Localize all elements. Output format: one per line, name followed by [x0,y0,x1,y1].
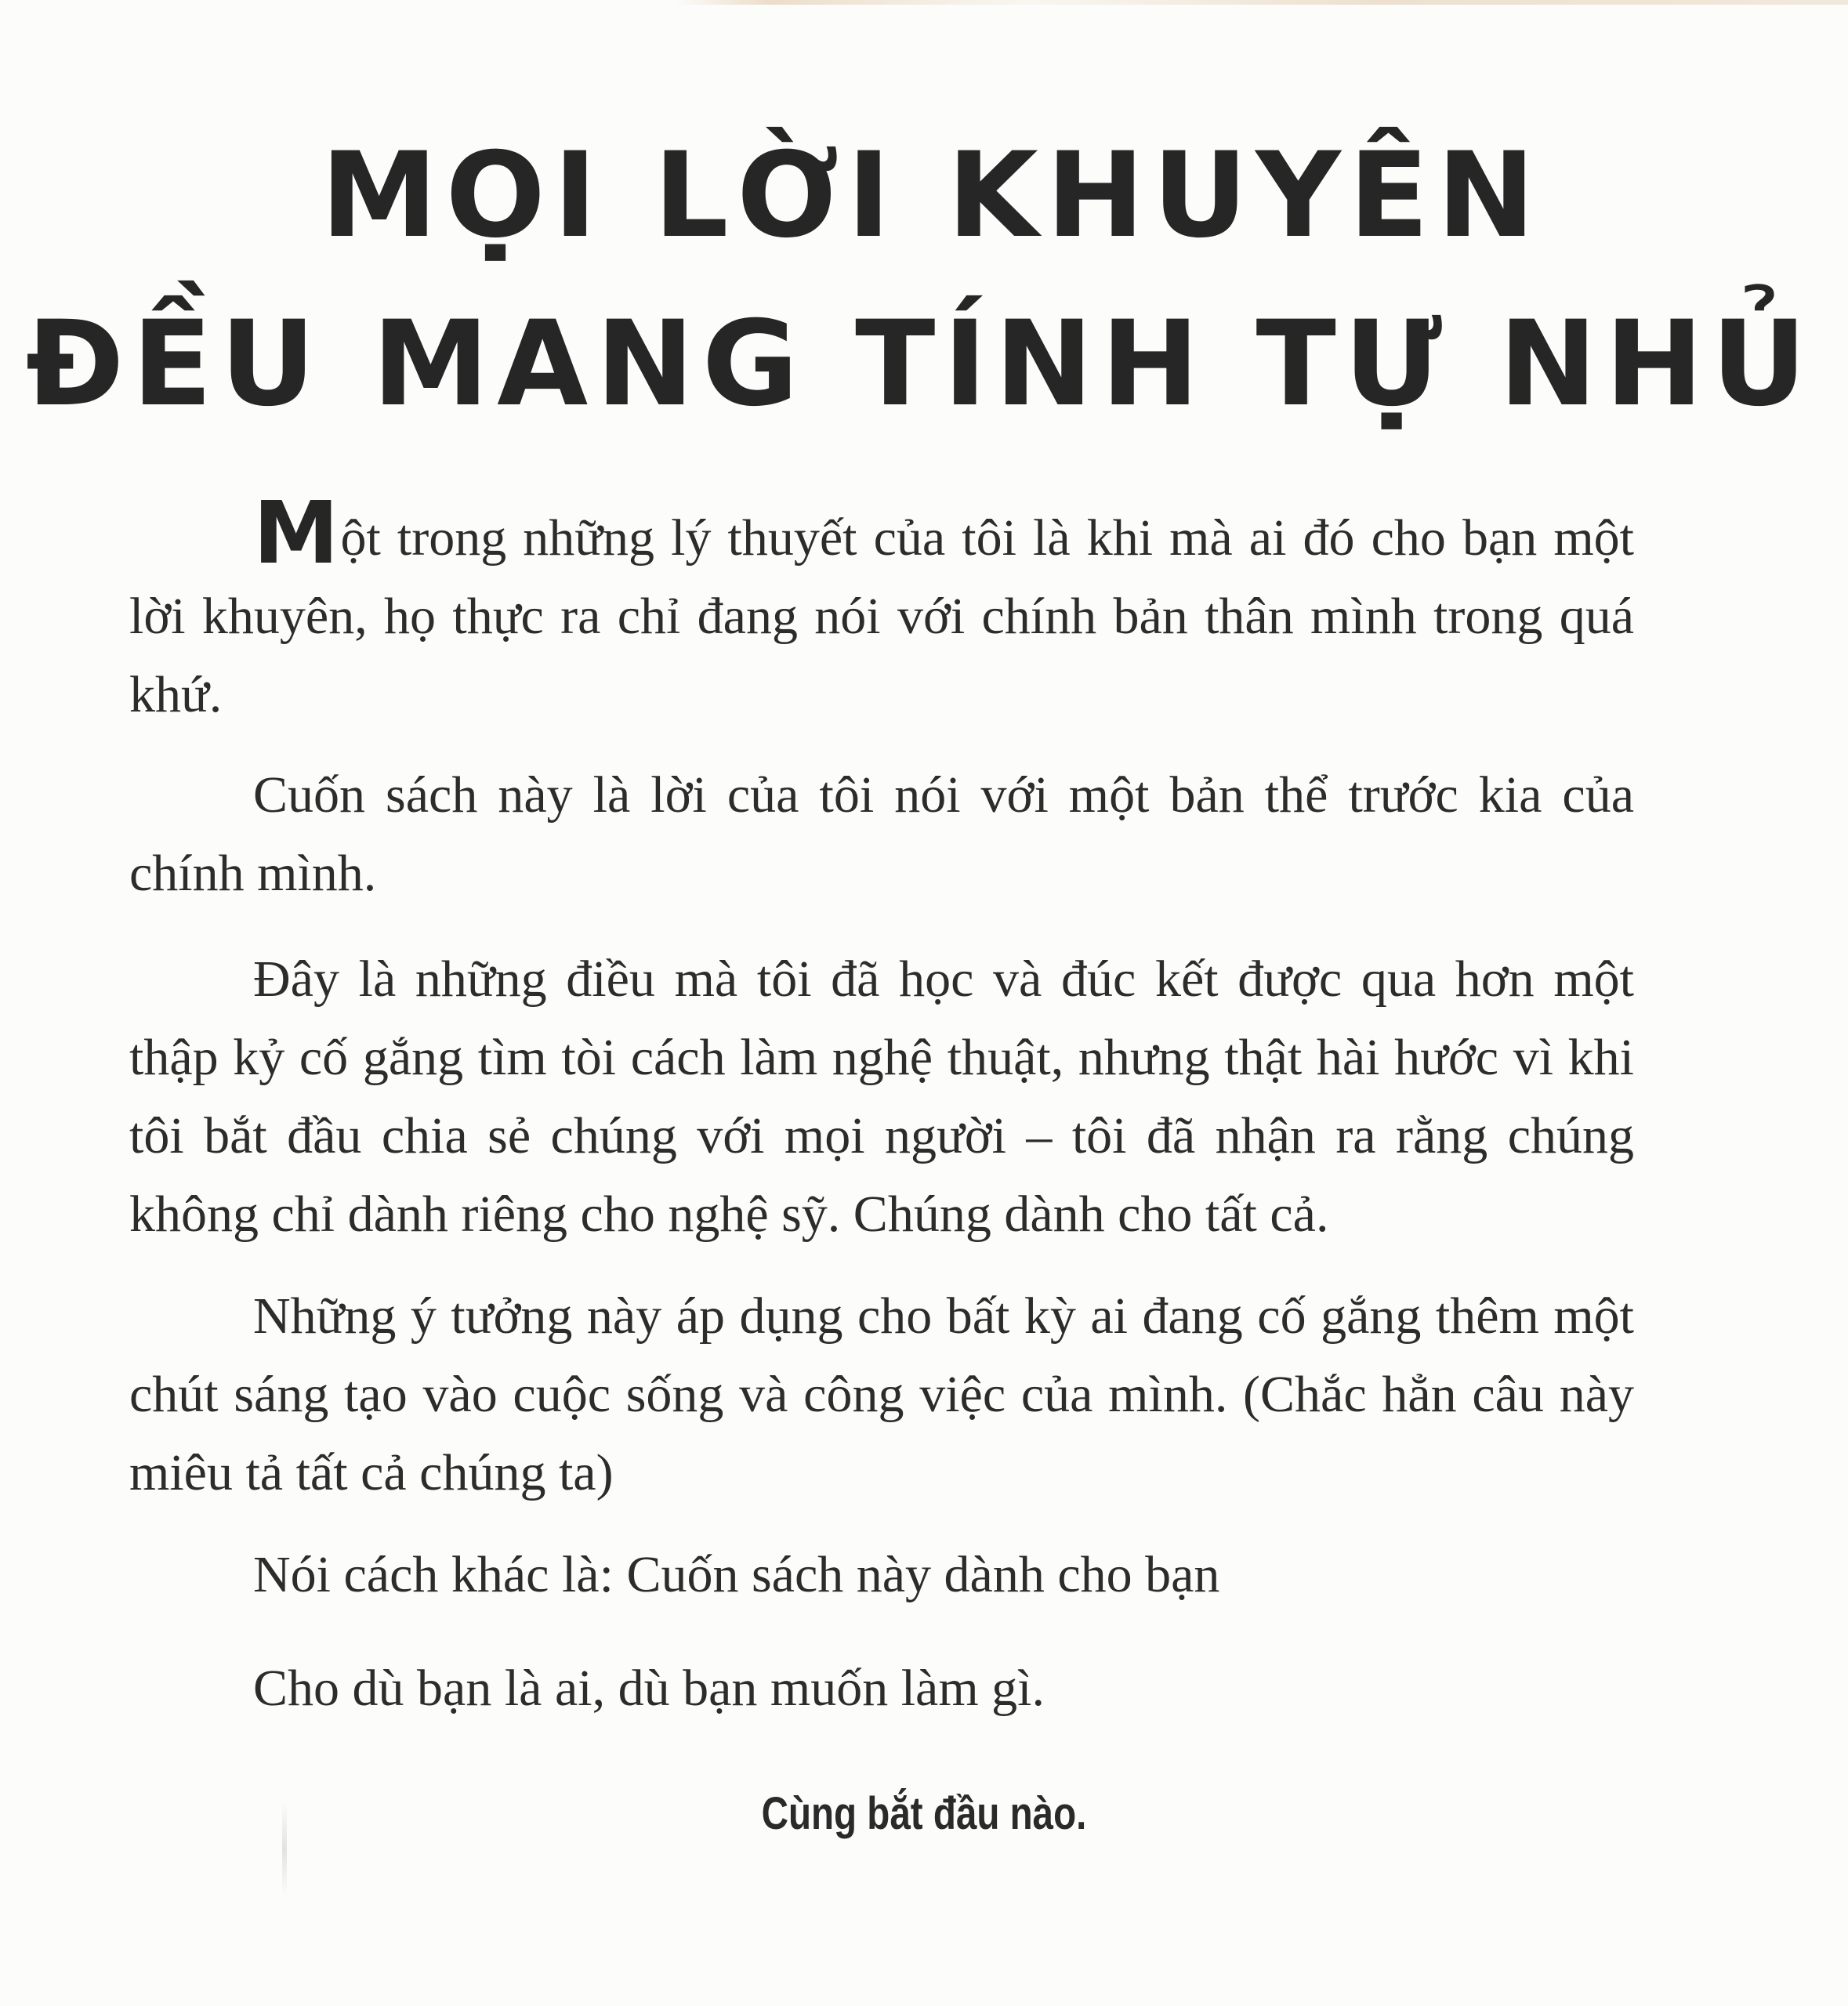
closing-line: Cùng bắt đầu nào. [761,1788,1087,1839]
paragraph-3: Đây là những điều mà tôi đã học và đúc kết được qua hơn một thập kỷ cố gắng tìm tòi cách làm nghệ thuật, nhưng thật hài hước vì khi tôi bắt đầu chia sẻ chúng với mọi người – tôi đã nhận ra rằng chúng không chỉ dành riêng cho nghệ sỹ. Chúng dành cho tất cả. [129,950,1634,1243]
paragraph-1 [129,483,1634,734]
paragraph-2: Cuốn sách này là lời của tôi nói với một bản thể trước kia của chính mình. [129,766,1634,902]
chapter-title-line-1: MỌI LỜI KHUYÊN [321,128,1543,264]
page-top-edge [674,0,1848,5]
paragraph-1-text: ột trong những lý thuyết của tôi là khi mà ai đó cho bạn một lời khuyên, họ thực ra chỉ đang nói với chính bản thân mình trong quá khứ. [129,509,1634,723]
paragraph-6: Cho dù bạn là ai, dù bạn muốn làm gì. [253,1660,1045,1717]
chapter-title-line-2: ĐỀU MANG TÍNH TỰ NHỦ [25,296,1815,433]
paragraph-5: Nói cách khác là: Cuốn sách này dành cho bạn [253,1546,1220,1603]
paragraph-4: Những ý tưởng này áp dụng cho bất kỳ ai đang cố gắng thêm một chút sáng tạo vào cuộc sống và công việc của mình. (Chắc hẳn câu này miêu tả tất cả chúng ta) [129,1287,1634,1501]
drop-cap: M [253,483,341,583]
